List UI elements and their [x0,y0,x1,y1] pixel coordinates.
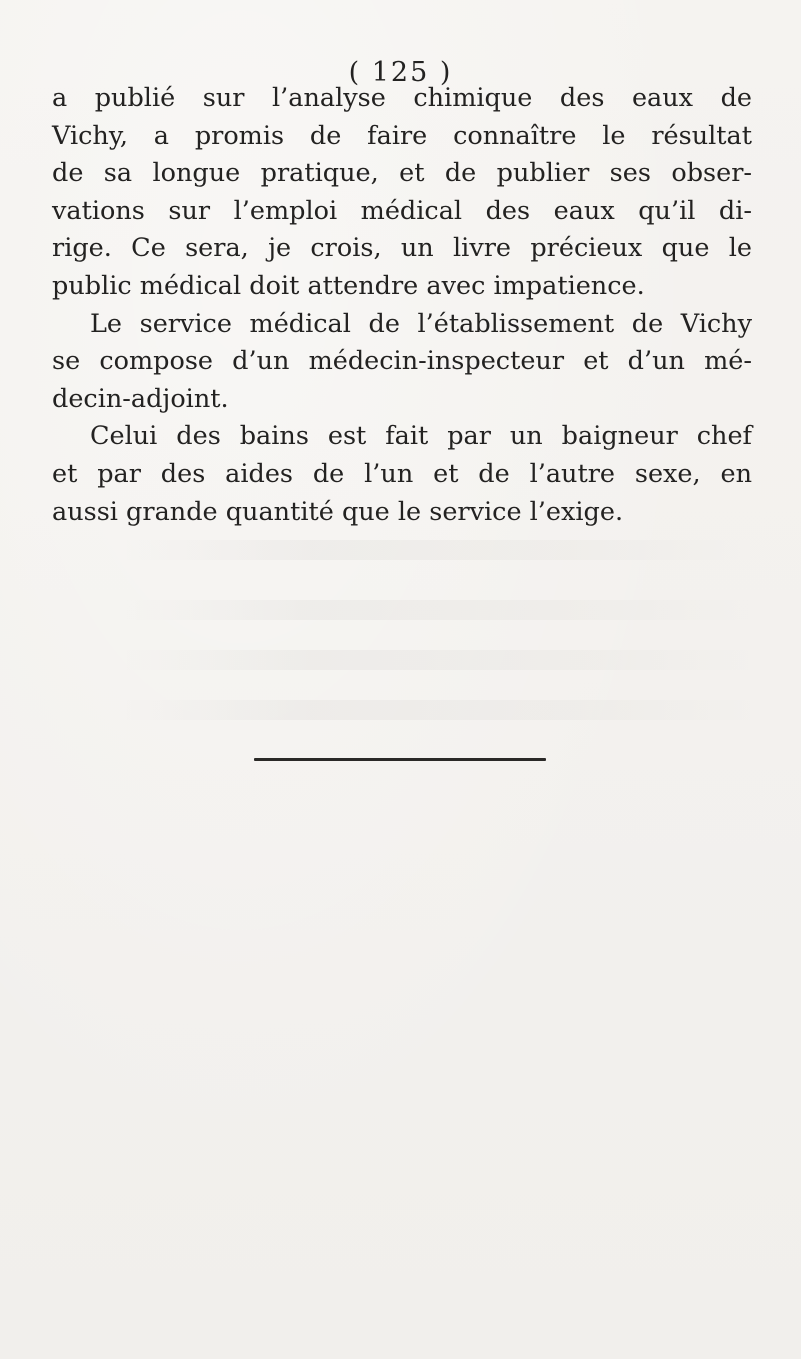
text-line: de sa longue pratique, et de publier ses obser- [52,158,752,189]
paragraph [52,418,752,531]
text-line: aussi grande quantité que le service l’exige. [52,496,624,527]
bleed-through-shadow [120,650,760,670]
text-line: a publié sur l’analyse chimique des eaux de [52,83,752,113]
section-divider-rule [254,758,546,761]
bleed-through-shadow [120,600,760,620]
text-line: vations sur l’emploi médical des eaux qu’il di- [52,195,752,226]
bleed-through-shadow [120,700,760,720]
text-line: decin-adjoint. [52,383,229,414]
text-line: Le service médical de l’établissement de Vichy [90,308,752,339]
text-line: public médical doit attendre avec impatience. [52,270,645,301]
text-line: Celui des bains est fait par un baigneur chef [90,421,752,452]
text-line: se compose d’un médecin-inspecteur et d’un mé- [52,346,752,377]
page-number: ( 125 ) [348,57,453,88]
text-line: et par des aides de l’un et de l’autre sexe, en [52,458,752,489]
body-text [52,80,752,531]
text-line: Vichy, a promis de faire connaître le résultat [52,120,752,151]
paragraph [52,80,752,306]
paragraph [52,306,752,419]
text-line: rige. Ce sera, je crois, un livre précieux que le [52,233,752,264]
bleed-through-shadow [120,540,760,560]
